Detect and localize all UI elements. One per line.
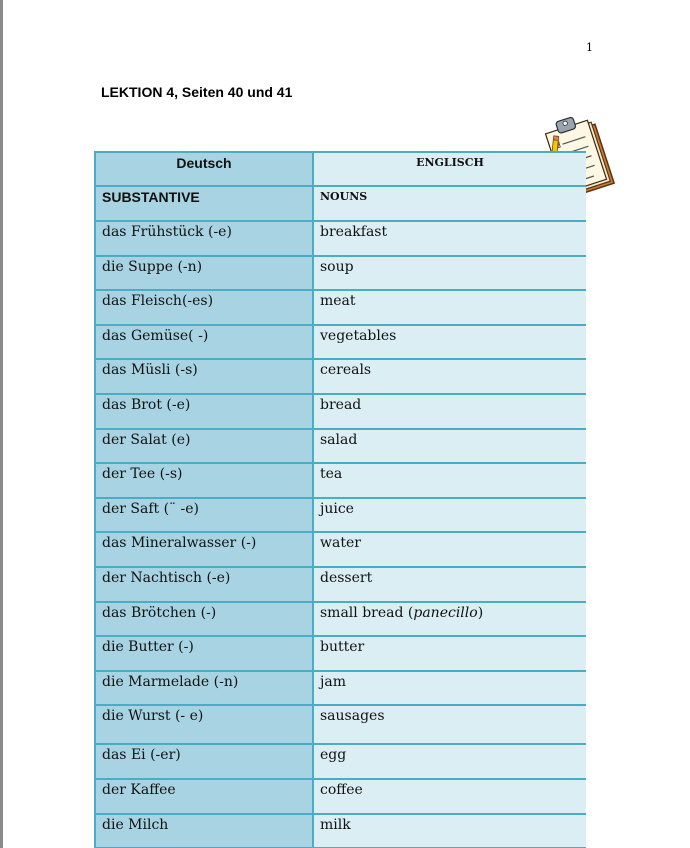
german-word: das Fleisch(-es) xyxy=(94,291,314,324)
english-word-suffix: ) xyxy=(477,604,484,621)
german-word: die Milch xyxy=(94,815,314,848)
english-word: breakfast xyxy=(314,222,586,255)
table-row xyxy=(94,780,586,815)
table-row xyxy=(94,706,586,745)
german-word: die Wurst (- e) xyxy=(94,706,314,743)
german-word: der Tee (-s) xyxy=(94,464,314,497)
table-row xyxy=(94,745,586,780)
english-word-text: small bread ( xyxy=(320,604,414,621)
header-deutsch: Deutsch xyxy=(94,153,314,185)
english-word: water xyxy=(314,533,586,566)
spanish-note: panecillo xyxy=(413,604,478,621)
table-row xyxy=(94,568,586,603)
german-word: der Saft (¨ -e) xyxy=(94,499,314,532)
table-row xyxy=(94,430,586,465)
german-word: das Brot (-e) xyxy=(94,395,314,428)
table-row xyxy=(94,815,586,848)
table-row xyxy=(94,672,586,707)
english-word: dessert xyxy=(314,568,586,601)
english-word: bread xyxy=(314,395,586,428)
german-word: das Brötchen (-) xyxy=(94,603,314,636)
table-row xyxy=(94,326,586,361)
german-word: die Suppe (-n) xyxy=(94,257,314,290)
table-row xyxy=(94,499,586,534)
german-word: das Gemüse( -) xyxy=(94,326,314,359)
english-word: egg xyxy=(314,745,586,778)
page-left-edge xyxy=(0,0,3,848)
german-word: das Müsli (-s) xyxy=(94,360,314,393)
table-row xyxy=(94,395,586,430)
german-word: der Salat (e) xyxy=(94,430,314,463)
english-word: vegetables xyxy=(314,326,586,359)
english-word: juice xyxy=(314,499,586,532)
table-row xyxy=(94,603,586,638)
table-row xyxy=(94,291,586,326)
english-word: soup xyxy=(314,257,586,290)
german-word: der Kaffee xyxy=(94,780,314,813)
section-label-de: SUBSTANTIVE xyxy=(94,187,314,220)
english-word: cereals xyxy=(314,360,586,393)
table-row xyxy=(94,257,586,292)
page-number: 1 xyxy=(586,41,593,54)
english-word: salad xyxy=(314,430,586,463)
english-word xyxy=(314,603,586,636)
german-word: das Frühstück (-e) xyxy=(94,222,314,255)
table-row xyxy=(94,637,586,672)
english-word: milk xyxy=(314,815,586,848)
table-row xyxy=(94,222,586,257)
table-row xyxy=(94,533,586,568)
header-englisch: ENGLISCH xyxy=(314,153,586,185)
section-row xyxy=(94,187,586,222)
german-word: die Marmelade (-n) xyxy=(94,672,314,705)
german-word: die Butter (-) xyxy=(94,637,314,670)
table-header-row xyxy=(94,151,586,187)
table-row xyxy=(94,464,586,499)
english-word: tea xyxy=(314,464,586,497)
section-label-en: NOUNS xyxy=(314,187,586,220)
german-word: das Mineralwasser (-) xyxy=(94,533,314,566)
english-word: sausages xyxy=(314,706,586,743)
table-row xyxy=(94,360,586,395)
lesson-title: LEKTION 4, Seiten 40 und 41 xyxy=(101,84,293,100)
english-word: coffee xyxy=(314,780,586,813)
english-word: jam xyxy=(314,672,586,705)
english-word: butter xyxy=(314,637,586,670)
german-word: der Nachtisch (-e) xyxy=(94,568,314,601)
vocabulary-table xyxy=(94,151,586,848)
german-word: das Ei (-er) xyxy=(94,745,314,778)
english-word: meat xyxy=(314,291,586,324)
